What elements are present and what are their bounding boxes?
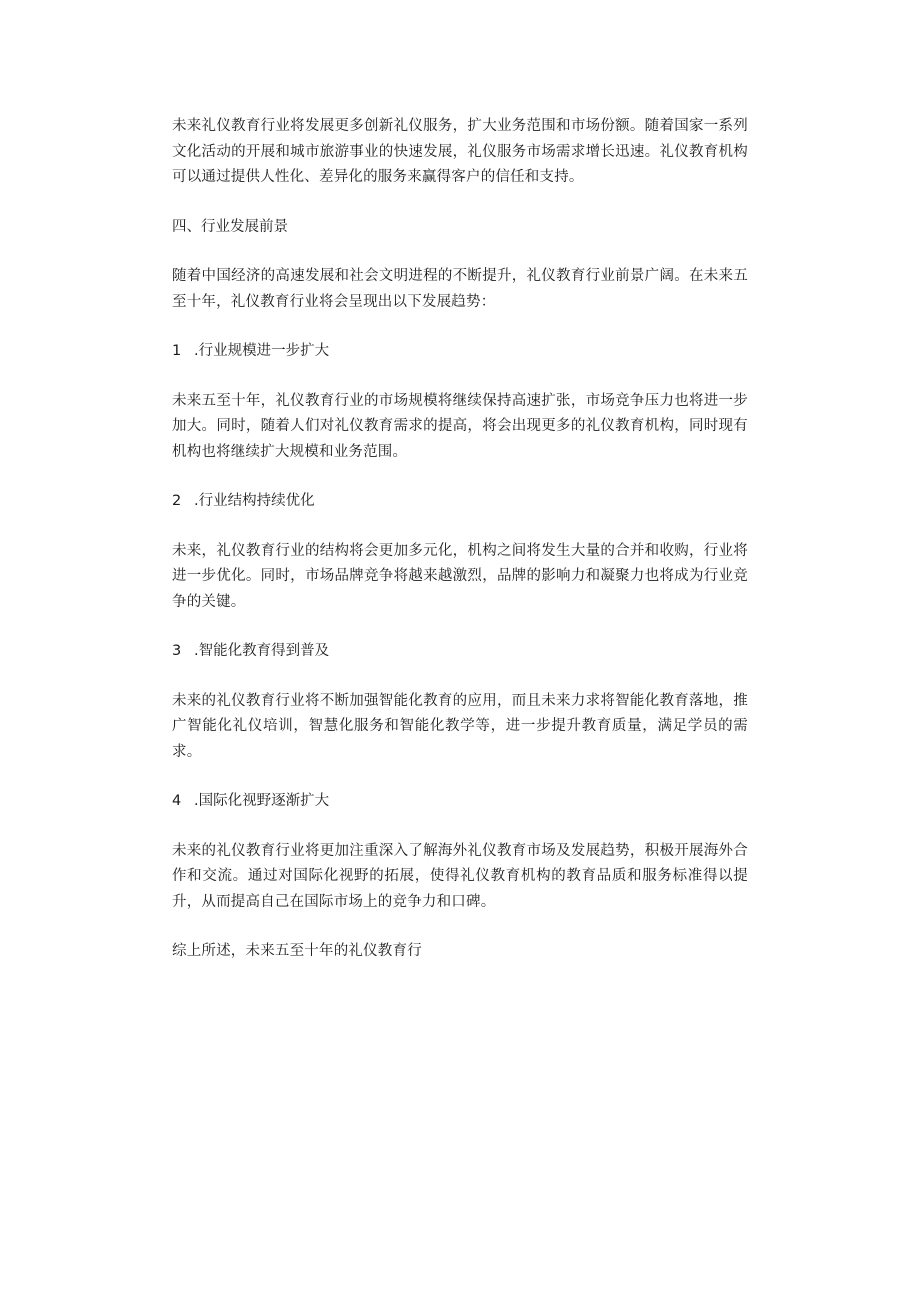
item-1-number: 1: [172, 343, 182, 359]
section-heading: 四、行业发展前景: [172, 218, 288, 235]
item-1-body: 未来五至十年，礼仪教育行业的市场规模将继续保持高速扩张，市场竞争压力也将进一步加大。同时，随着人们对礼仪教育需求的提高，将会出现更多的礼仪教育机构，同时现有机构也将继续扩大规模和业务范围。: [172, 392, 748, 460]
intro-paragraph: 未来礼仪教育行业将发展更多创新礼仪服务，扩大业务范围和市场份额。随着国家一系列文化活动的开展和城市旅游事业的快速发展，礼仪服务市场需求增长迅速。礼仪教育机构可以通过提供人性化、差异化的服务来赢得客户的信任和支持。: [172, 118, 748, 185]
item-3-body: 未来的礼仪教育行业将不断加强智能化教育的应用，而且未来力求将智能化教育落地，推广智能化礼仪培训，智慧化服务和智能化教学等，进一步提升教育质量，满足学员的需求。: [172, 692, 748, 760]
item-1-heading: [172, 339, 748, 365]
item-3-title: .智能化教育得到普及: [194, 643, 330, 659]
item-2-title: .行业结构持续优化: [194, 493, 315, 509]
item-4-title: .国际化视野逐渐扩大: [194, 793, 330, 809]
document-page: [172, 114, 748, 965]
conclusion-paragraph: 综上所述，未来五至十年的礼仪教育行: [172, 943, 422, 959]
item-2-heading: [172, 489, 748, 515]
section-intro-paragraph: 随着中国经济的高速发展和社会文明进程的不断提升，礼仪教育行业前景广阔。在未来五至十年，礼仪教育行业将会呈现出以下发展趋势：: [172, 268, 748, 310]
item-2-body: 未来，礼仪教育行业的结构将会更加多元化，机构之间将发生大量的合并和收购，行业将进一步优化。同时，市场品牌竞争将越来越激烈，品牌的影响力和凝聚力也将成为行业竞争的关键。: [172, 542, 748, 610]
item-1-title: .行业规模进一步扩大: [194, 343, 330, 359]
item-4-heading: [172, 789, 748, 815]
item-4-number: 4: [172, 793, 182, 809]
item-4-body: 未来的礼仪教育行业将更加注重深入了解海外礼仪教育市场及发展趋势，积极开展海外合作和交流。通过对国际化视野的拓展，使得礼仪教育机构的教育品质和服务标准得以提升，从而提高自己在国际市场上的竞争力和口碑。: [172, 842, 748, 910]
item-3-heading: [172, 639, 748, 665]
item-2-number: 2: [172, 493, 182, 509]
item-3-number: 3: [172, 643, 182, 659]
